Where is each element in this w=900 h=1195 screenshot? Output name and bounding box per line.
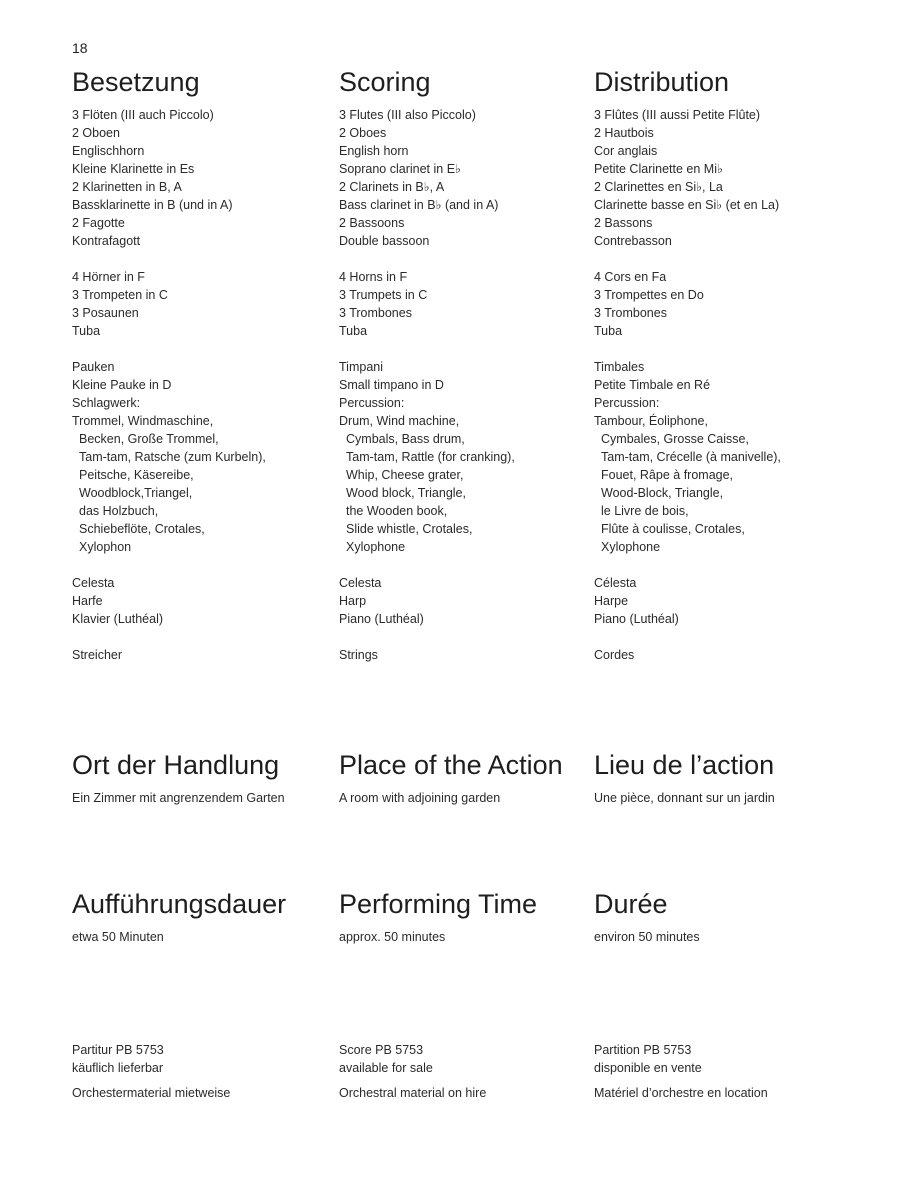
instrument-line: Double bassoon: [339, 234, 430, 248]
instrument-line: Tuba: [339, 324, 368, 338]
instrument-line: Whip, Cheese grater,: [346, 468, 464, 482]
instrument-line: Timpani: [339, 360, 383, 374]
instrument-line: Cymbals, Bass drum,: [346, 432, 465, 446]
instrument-line: Strings: [339, 648, 378, 662]
instrument-line: Percussion:: [594, 396, 660, 410]
duration-heading-english: Performing Time: [339, 889, 538, 919]
group-spacer: [339, 340, 589, 358]
instrument-line: Piano (Luthéal): [594, 612, 679, 626]
duration-heading-german: Aufführungsdauer: [72, 889, 287, 919]
instrument-line: Streicher: [72, 648, 123, 662]
instrument-line: Bassklarinette in B (und in A): [72, 198, 233, 212]
instrument-list-english: [339, 106, 589, 664]
instrument-line: Celesta: [72, 576, 115, 590]
duration-heading-french: Durée: [594, 889, 668, 919]
instrument-line: Kleine Pauke in D: [72, 378, 172, 392]
instrument-line: Kontrafagott: [72, 234, 141, 248]
group-spacer: [339, 556, 589, 574]
group-spacer: [594, 556, 894, 574]
instrument-line: 3 Trompettes en Do: [594, 288, 704, 302]
place-text-english: A room with adjoining garden: [339, 791, 501, 805]
instrument-line: Petite Clarinette en Mi♭: [594, 162, 723, 176]
place-column-french: [594, 749, 894, 807]
instrument-line: Xylophon: [79, 540, 132, 554]
instrument-line: Fouet, Râpe à fromage,: [601, 468, 734, 482]
instrument-line: Wood-Block, Triangle,: [601, 486, 724, 500]
place-text-german: Ein Zimmer mit angrenzendem Garten: [72, 791, 285, 805]
duration-column-german: [72, 888, 330, 946]
place-column-english: [339, 749, 589, 807]
group-spacer: [594, 340, 894, 358]
material-note-english: Orchestral material on hire: [339, 1086, 487, 1100]
duration-text-french: environ 50 minutes: [594, 930, 700, 944]
instrument-line: 3 Trumpets in C: [339, 288, 428, 302]
scoring-heading-german: Besetzung: [72, 67, 200, 97]
instrument-line: Tam-tam, Ratsche (zum Kurbeln),: [79, 450, 266, 464]
place-heading-english: Place of the Action: [339, 750, 563, 780]
instrument-line: Harpe: [594, 594, 629, 608]
instrument-line: Clarinette basse en Si♭ (et en La): [594, 198, 780, 212]
instrument-line: Klavier (Luthéal): [72, 612, 164, 626]
instrument-line: Schlagwerk:: [72, 396, 141, 410]
instrument-line: Schiebeflöte, Crotales,: [79, 522, 205, 536]
score-number-french: Partition PB 5753: [594, 1043, 692, 1057]
instrument-line: the Wooden book,: [346, 504, 448, 518]
instrument-line: Timbales: [594, 360, 645, 374]
instrument-line: 2 Oboes: [339, 126, 387, 140]
score-number-english: Score PB 5753: [339, 1043, 424, 1057]
score-number-german: Partitur PB 5753: [72, 1043, 164, 1057]
instrument-line: 2 Clarinettes en Si♭, La: [594, 180, 723, 194]
scoring-column-english: [339, 66, 589, 664]
scoring-heading-english: Scoring: [339, 67, 431, 97]
instrument-line: 3 Trompeten in C: [72, 288, 168, 302]
instrument-list-french: [594, 106, 894, 664]
instrument-line: Trommel, Windmaschine,: [72, 414, 214, 428]
instrument-line: Percussion:: [339, 396, 405, 410]
availability-german: käuflich lieferbar: [72, 1061, 164, 1075]
page-number: 18: [72, 40, 88, 56]
publication-column-french: [594, 1041, 894, 1102]
duration-column-english: [339, 888, 589, 946]
instrument-line: 2 Fagotte: [72, 216, 125, 230]
instrument-line: Slide whistle, Crotales,: [346, 522, 473, 536]
group-spacer: [339, 250, 589, 268]
instrument-line: 3 Flûtes (III aussi Petite Flûte): [594, 108, 761, 122]
instrument-line: 3 Posaunen: [72, 306, 139, 320]
group-spacer: [72, 628, 330, 646]
instrument-line: Tuba: [594, 324, 623, 338]
instrument-line: Bass clarinet in B♭ (and in A): [339, 198, 499, 212]
instrument-line: Kleine Klarinette in Es: [72, 162, 195, 176]
instrument-line: Piano (Luthéal): [339, 612, 424, 626]
instrument-line: Woodblock,Triangel,: [79, 486, 193, 500]
instrument-line: Xylophone: [601, 540, 661, 554]
instrument-line: Harp: [339, 594, 367, 608]
instrument-line: 3 Flöten (III auch Piccolo): [72, 108, 214, 122]
instrument-line: Soprano clarinet in E♭: [339, 162, 461, 176]
place-column-german: [72, 749, 330, 807]
scoring-heading-french: Distribution: [594, 67, 730, 97]
publication-column-english: [339, 1041, 589, 1102]
instrument-line: Flûte à coulisse, Crotales,: [601, 522, 745, 536]
instrument-line: English horn: [339, 144, 409, 158]
instrument-line: 4 Cors en Fa: [594, 270, 667, 284]
instrument-line: Tuba: [72, 324, 101, 338]
instrument-line: Englischhorn: [72, 144, 145, 158]
instrument-line: 2 Clarinets in B♭, A: [339, 180, 445, 194]
group-spacer: [72, 556, 330, 574]
instrument-line: 4 Horns in F: [339, 270, 408, 284]
instrument-line: Becken, Große Trommel,: [79, 432, 219, 446]
instrument-line: 2 Bassoons: [339, 216, 405, 230]
publication-column-german: [72, 1041, 330, 1102]
instrument-line: Petite Timbale en Ré: [594, 378, 711, 392]
instrument-line: 2 Klarinetten in B, A: [72, 180, 182, 194]
instrument-line: Tam-tam, Crécelle (à manivelle),: [601, 450, 781, 464]
instrument-line: Harfe: [72, 594, 103, 608]
instrument-list-german: [72, 106, 330, 664]
duration-text-english: approx. 50 minutes: [339, 930, 446, 944]
instrument-line: das Holzbuch,: [79, 504, 159, 518]
instrument-line: le Livre de bois,: [601, 504, 689, 518]
instrument-line: 3 Trombones: [339, 306, 412, 320]
instrument-line: Peitsche, Käsereibe,: [79, 468, 194, 482]
group-spacer: [594, 628, 894, 646]
instrument-line: 4 Hörner in F: [72, 270, 145, 284]
instrument-line: Tambour, Éoliphone,: [594, 414, 708, 428]
instrument-line: 3 Flutes (III also Piccolo): [339, 108, 476, 122]
place-text-french: Une pièce, donnant sur un jardin: [594, 791, 775, 805]
instrument-line: Cor anglais: [594, 144, 658, 158]
group-spacer: [72, 340, 330, 358]
instrument-line: Small timpano in D: [339, 378, 444, 392]
material-note-french: Matériel d’orchestre en location: [594, 1086, 768, 1100]
instrument-line: 2 Hautbois: [594, 126, 654, 140]
duration-text-german: etwa 50 Minuten: [72, 930, 164, 944]
instrument-line: Drum, Wind machine,: [339, 414, 460, 428]
duration-column-french: [594, 888, 894, 946]
instrument-line: Celesta: [339, 576, 382, 590]
scoring-column-french: [594, 66, 894, 664]
place-heading-french: Lieu de l’action: [594, 750, 775, 780]
material-note-german: Orchestermaterial mietweise: [72, 1086, 231, 1100]
instrument-line: 2 Oboen: [72, 126, 120, 140]
instrument-line: Cymbales, Grosse Caisse,: [601, 432, 749, 446]
instrument-line: Cordes: [594, 648, 635, 662]
instrument-line: Xylophone: [346, 540, 406, 554]
availability-french: disponible en vente: [594, 1061, 702, 1075]
place-heading-german: Ort der Handlung: [72, 750, 280, 780]
group-spacer: [594, 250, 894, 268]
instrument-line: Tam-tam, Rattle (for cranking),: [346, 450, 515, 464]
instrument-line: 3 Trombones: [594, 306, 667, 320]
availability-english: available for sale: [339, 1061, 433, 1075]
group-spacer: [339, 628, 589, 646]
group-spacer: [72, 250, 330, 268]
scoring-column-german: [72, 66, 330, 664]
instrument-line: Pauken: [72, 360, 115, 374]
instrument-line: 2 Bassons: [594, 216, 653, 230]
instrument-line: Wood block, Triangle,: [346, 486, 466, 500]
instrument-line: Célesta: [594, 576, 637, 590]
instrument-line: Contrebasson: [594, 234, 672, 248]
